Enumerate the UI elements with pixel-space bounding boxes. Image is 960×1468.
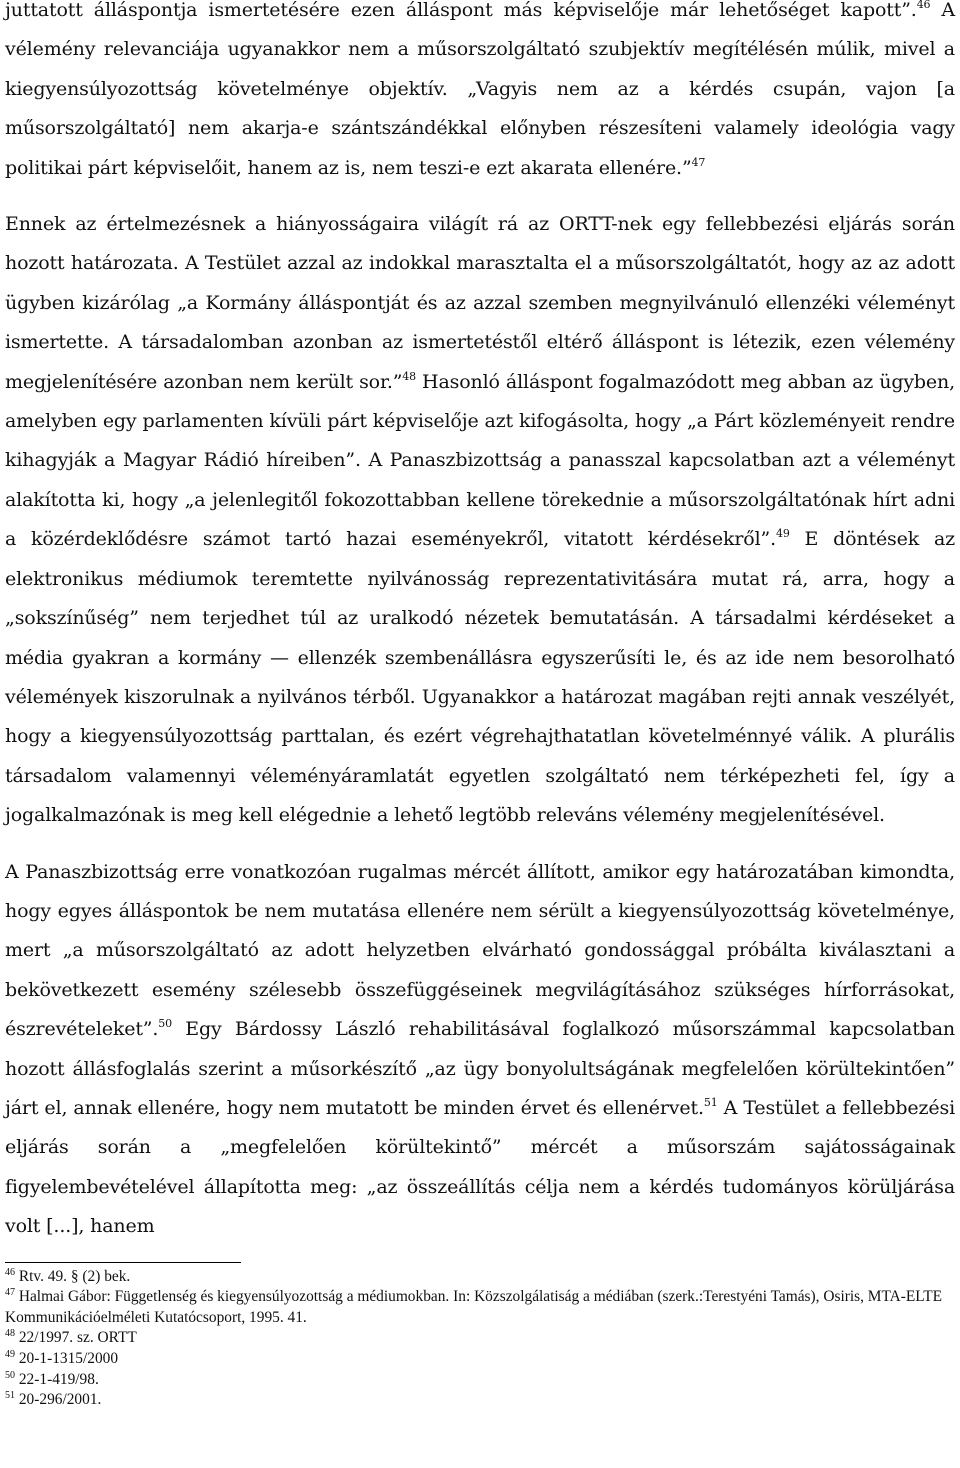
body-text [5,0,955,1247]
footnote-separator [5,1262,241,1263]
footnote-text: Rtv. 49. § (2) bek. [18,1267,131,1285]
footnote [5,1328,955,1349]
footnote [5,1390,955,1411]
footnote-reference: 51 [703,1095,718,1109]
text-run: Ennek az értelmezésnek a hiányosságaira világít rá az ORTT-nek egy fellebbezési eljárás során hozott határozata. A Testület azzal az indokkal marasztalta el a műsorszolgáltatót, hogy az az adott ügyben kizárólag „a Kormány álláspontját és az azzal szemben megnyilvánuló ellenzéki véleményt ismertette. A társadalomban azonban az ismertetéstől eltérő álláspont is létezik, ezen vélemény megjelenítésére azonban nem került sor.” [5,213,955,393]
text-run: A Panaszbizottság erre vonatkozóan rugalmas mércét állított, amikor egy határozatában kimondta, hogy egyes álláspontok be nem mutatása ellenére nem sérült a kiegyensúlyozottság követelménye, mert „a műsorszolgáltató az adott helyzetben elvárható gondossággal próbálta kiválasztani a bekövetkezett esemény szélesebb összefüggéseinek megvilágításához szükséges hírforrásokat, észrevételeket”. [5,860,955,1041]
footnote-reference: 48 [402,369,416,383]
paragraph [5,853,955,1247]
footnote-reference: 49 [775,527,790,541]
footnote [5,1349,955,1370]
footnote-number: 47 [5,1287,15,1299]
text-run: A Testület a fellebbezési eljárás során a „megfelelően körültekintő” mércét a műsorszám sajátosságainak figyelembevételével állapította meg: „az összeállítás célja nem a kérdés tudományos körüljárása volt [...], hanem [5,1096,956,1238]
footnote-number: 51 [5,1390,15,1402]
footnote [5,1287,955,1328]
footnote-reference: 47 [691,155,706,169]
footnote [5,1267,955,1288]
footnote [5,1370,955,1391]
footnote-text: 20-1-1315/2000 [18,1349,119,1367]
footnote-text: 22-1-419/98. [18,1370,99,1388]
text-run: juttatott álláspontja ismertetésére ezen álláspont más képviselője már lehetőséget kapott”. [5,0,917,21]
text-run: A vélemény relevanciája ugyanakkor nem a műsorszolgáltató szubjektív megítélésén múlik, mivel a kiegyensúlyozottság követelménye objektív. „Vagyis nem az a kérdés csupán, vajon [a műsorszolgáltató] nem akarja-e szántszándékkal előnyben részesíteni valamely ideológia vagy politikai párt képviselőit, hanem az is, nem teszi-e ezt akarata ellenére.” [5,0,956,179]
footnote-number: 48 [5,1328,15,1340]
footnote-number: 50 [5,1369,15,1381]
paragraph [5,205,955,836]
footnote-number: 49 [5,1348,15,1360]
footnote-text: Halmai Gábor: Függetlenség és kiegyensúlyozottság a médiumokban. In: Közszolgálatiság a médiában (szerk.:Terestyéni Tamás), Osiris, MTA-ELTE Kommunikációelméleti Kutatócsoport, 1995. 41. [5,1288,943,1326]
footnote-text: 22/1997. sz. ORTT [18,1329,137,1347]
footnote-text: 20-296/2001. [18,1391,102,1409]
text-run: E döntések az elektronikus médiumok teremtette nyilvánosság reprezentativitására mutat rá, arra, hogy a „sokszínűség” nem terjedhet túl az uralkodó nézetek bemutatásán. A társadalmi kérdéseket a média gyakran a kormány — ellenzék szembenállásra egyszerűsíti le, és az ide nem besorolható vélemények kiszorulnak a nyilvános térből. Ugyanakkor a határozat magában rejti annak veszélyét, hogy a kiegyensúlyozottság parttalan, és ezért végrehajthatatlan követelménnyé válik. A plurális társadalom valamennyi véleményáramlatát egyetlen szolgáltató nem térképezheti fel, így a jogalkalmazónak is meg kell elégednie a lehető legtöbb releváns vélemény megjelenítésével. [5,528,956,827]
footnote-reference: 50 [158,1017,172,1031]
document-page [5,0,955,1411]
text-run: Egy Bárdossy László rehabilitásával foglalkozó műsorszámmal kapcsolatban hozott állásfoglalás szerint a műsorkészítő „az ügy bonyolultságának megfelelően körültekintően” járt el, annak ellenére, hogy nem mutatott be minden érvet és ellenérvet. [5,1018,955,1119]
footnote-number: 46 [5,1266,15,1278]
paragraph [5,0,955,188]
text-run: Hasonló álláspont fogalmazódott meg abban az ügyben, amelyben egy parlamenten kívüli párt képviselője azt kifogásolta, hogy „a Párt közleményeit rendre kihagyják a Magyar Rádió híreiben”. A Panaszbizottság a panasszal kapcsolatban azt a véleményt alakította ki, hogy „a jelenlegitől fokozottabban kellene törekednie a műsorszolgáltatónak hírt adni a közérdeklődésre számot tartó hazai eseményekről, vitatott kérdésekről”. [5,370,955,551]
footnote-reference: 46 [916,0,931,11]
footnotes [5,1267,955,1411]
